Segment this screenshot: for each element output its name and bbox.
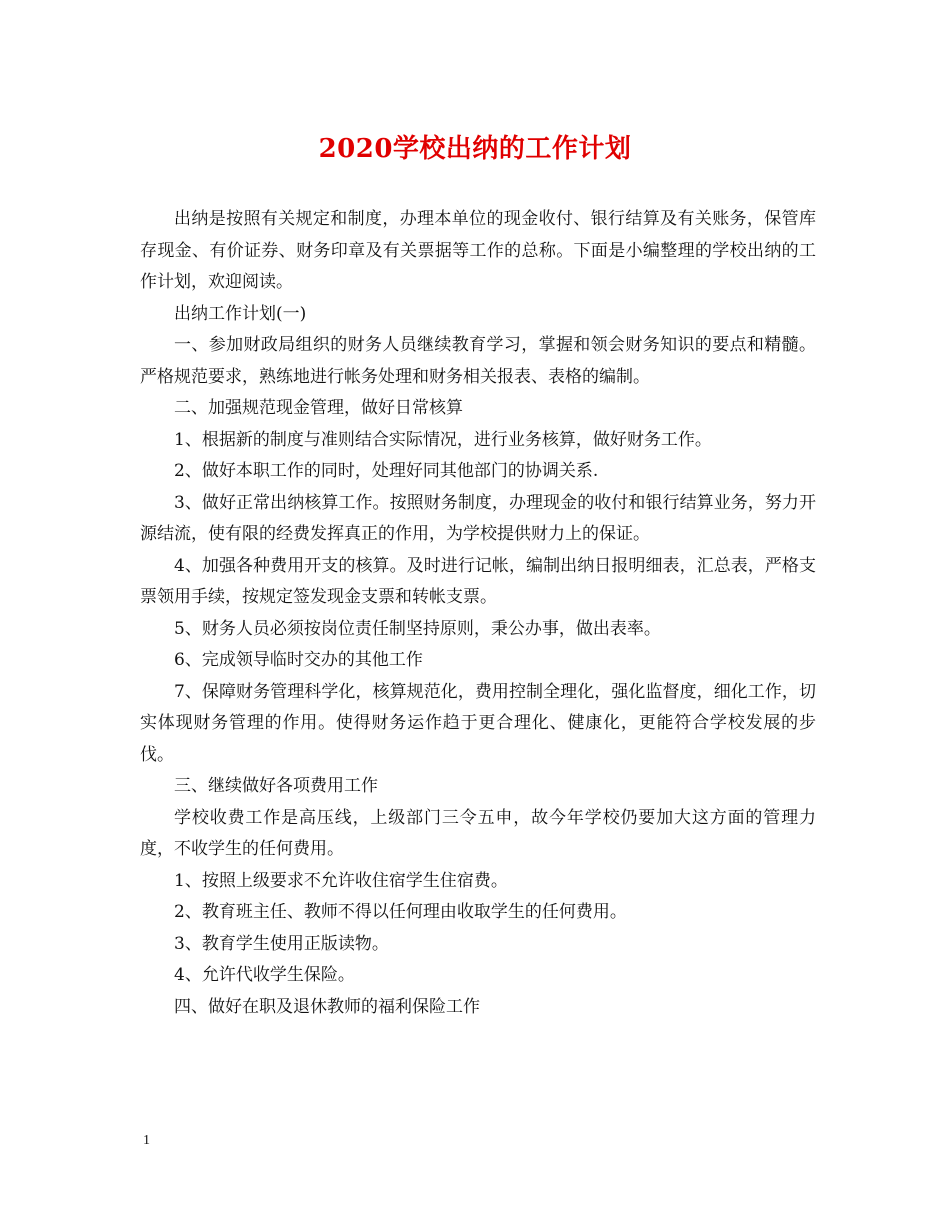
paragraph-item-3-1: 1、按照上级要求不允许收住宿学生住宿费。 [174,870,508,891]
paragraph-item-2-5: 5、财务人员必须按岗位责任制坚持原则，秉公办事，做出表率。 [174,618,661,639]
paragraph-section-3-intro: 学校收费工作是高压线，上级部门三令五申，故今年学校仍要加大这方面的管理力度，不收学生的任何费用。 [140,807,816,859]
paragraph-item-3-2: 2、教育班主任、教师不得以任何理由收取学生的任何费用。 [174,902,627,922]
paragraph-section-1: 一、参加财政局组织的财务人员继续教育学习，掌握和领会财务知识的要点和精髓。严格规范要求，熟练地进行帐务处理和财务相关报表、表格的编制。 [140,335,816,387]
paragraph-section-2-heading: 二、加强规范现金管理，做好日常核算 [174,398,463,418]
paragraph-item-2-7: 7、保障财务管理科学化，核算规范化，费用控制全理化，强化监督度，细化工作，切实体现财务管理的作用。使得财务运作趋于更合理化、健康化，更能符合学校发展的步伐。 [140,681,816,765]
paragraph-plan-heading: 出纳工作计划(一) [174,303,307,324]
document-title: 2020学校出纳的工作计划 [318,134,632,164]
paragraph-section-4-heading: 四、做好在职及退休教师的福利保险工作 [174,996,480,1017]
paragraph-item-2-6: 6、完成领导临时交办的其他工作 [174,650,423,670]
paragraph-item-2-2: 2、做好本职工作的同时，处理好同其他部门的协调关系. [174,461,599,481]
paragraph-item-3-3: 3、教育学生使用正版读物。 [174,933,389,954]
paragraph-item-2-3: 3、做好正常出纳核算工作。按照财务制度，办理现金的收付和银行结算业务，努力开源结流，使有限的经费发挥真正的作用，为学校提供财力上的保证。 [140,492,816,544]
paragraph-section-3-heading: 三、继续做好各项费用工作 [174,776,378,796]
paragraph-item-2-4: 4、加强各种费用开支的核算。及时进行记帐，编制出纳日报明细表，汇总表，严格支票领用手续，按规定签发现金支票和转帐支票。 [140,555,816,607]
paragraph-intro: 出纳是按照有关规定和制度，办理本单位的现金收付、银行结算及有关账务，保管库存现金、有价证券、财务印章及有关票据等工作的总称。下面是小编整理的学校出纳的工作计划，欢迎阅读。 [140,209,816,292]
paragraph-item-2-1: 1、根据新的制度与准则结合实际情况，进行业务核算，做好财务工作。 [174,429,712,450]
paragraph-item-3-4: 4、允许代收学生保险。 [174,965,355,985]
document-body [140,204,816,1023]
page-number: 1 [143,1133,150,1148]
